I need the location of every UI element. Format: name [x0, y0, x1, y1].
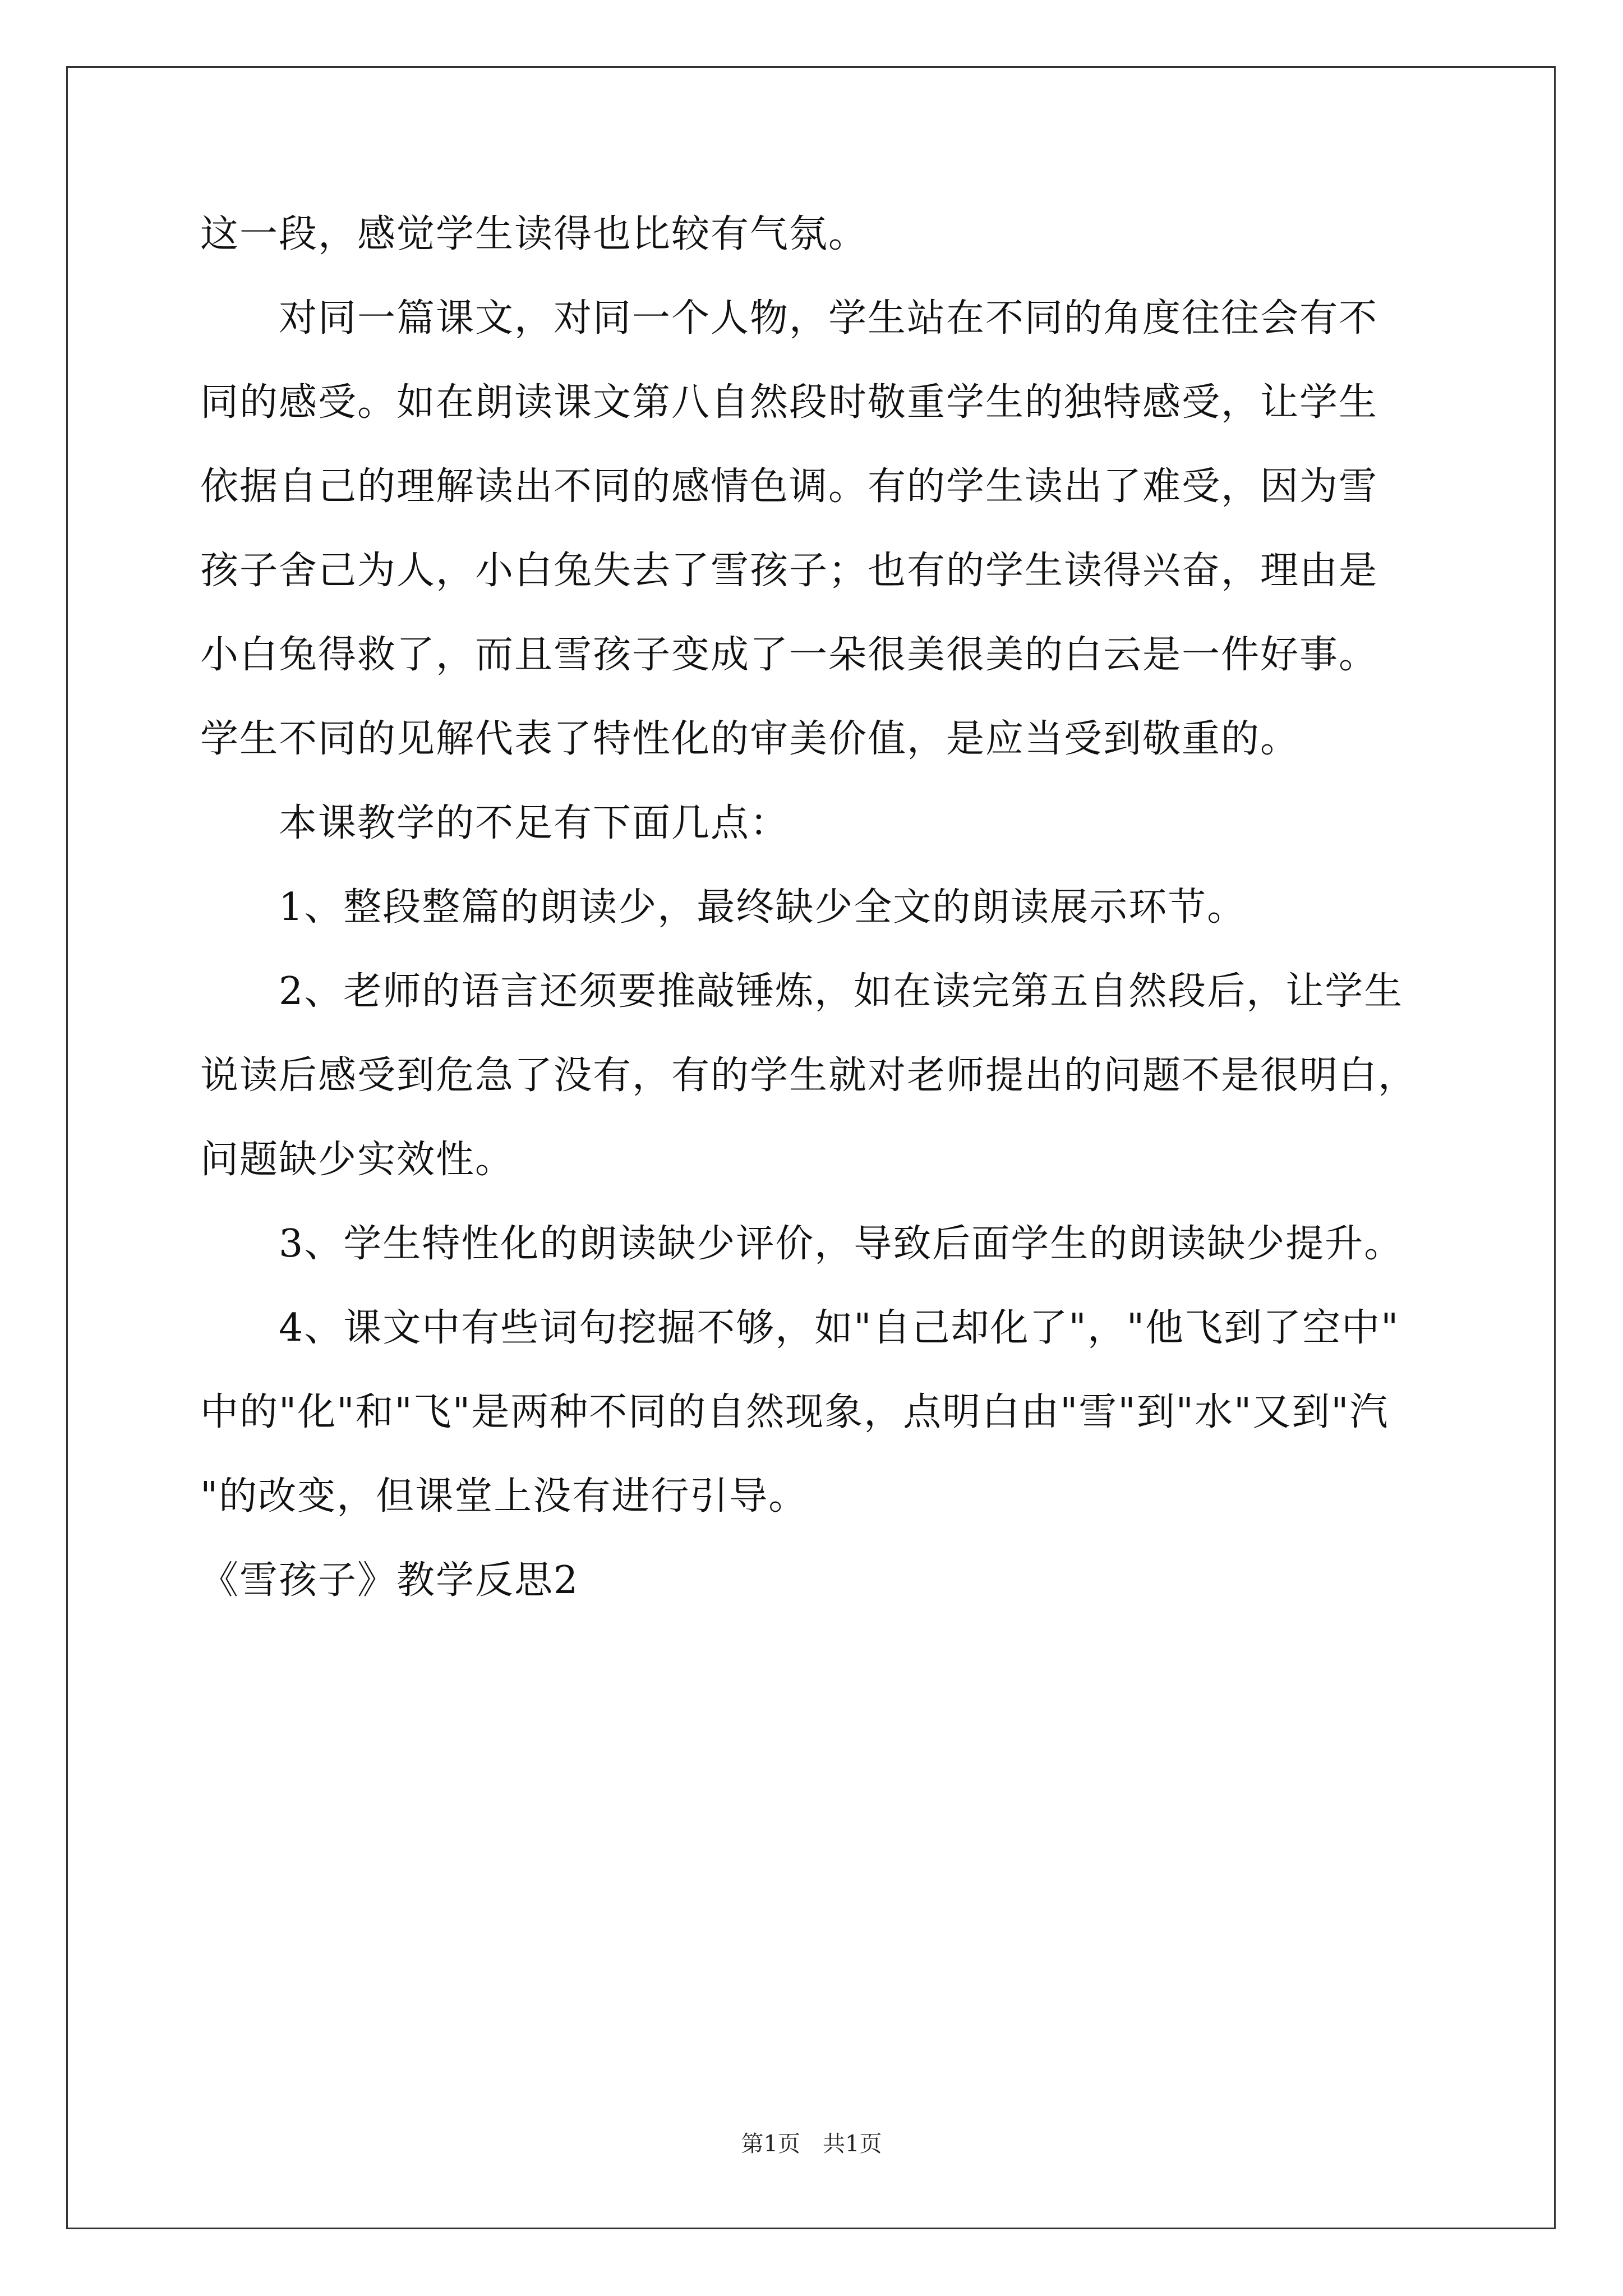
text-line-5: 孩子舍己为人，小白兔失去了雪孩子；也有的学生读得兴奋，理由是: [200, 549, 1378, 593]
text-line-3: 同的感受。如在朗读课文第八自然段时敬重学生的独特感受，让学生: [200, 380, 1378, 425]
page-footer: 第1页 共1页: [741, 2131, 882, 2157]
text-line-1: 这一段，感觉学生读得也比较有气氛。: [200, 212, 868, 256]
text-line-6: 小白兔得救了，而且雪孩子变成了一朵很美很美的白云是一件好事。: [200, 633, 1378, 677]
text-line-15: 中的"化"和"飞"是两种不同的自然现象，点明白由"雪"到"水"又到"汽: [200, 1390, 1389, 1434]
text-line-4: 依据自己的理解读出不同的感情色调。有的学生读出了难受，因为雪: [200, 464, 1378, 509]
text-line-2: 对同一篇课文，对同一个人物，学生站在不同的角度往往会有不: [279, 296, 1378, 341]
text-line-12: 问题缺少实效性。: [200, 1138, 515, 1182]
text-line-16: "的改变，但课堂上没有进行引导。: [200, 1474, 808, 1519]
list-item-3: 3、学生特性化的朗读缺少评价，导致后面学生的朗读缺少提升。: [279, 1222, 1404, 1266]
list-item-1: 1、整段整篇的朗读少，最终缺少全文的朗读展示环节。: [279, 885, 1247, 930]
list-item-4: 4、课文中有些词句挖掘不够，如"自己却化了"，"他飞到了空中": [279, 1306, 1400, 1350]
text-line-11: 说读后感受到危急了没有，有的学生就对老师提出的问题不是很明白，: [200, 1053, 1418, 1098]
text-line-8: 本课教学的不足有下面几点：: [279, 801, 790, 845]
text-line-7: 学生不同的见解代表了特性化的审美价值，是应当受到敬重的。: [200, 717, 1300, 761]
list-item-2: 2、老师的语言还须要推敲锤炼，如在读完第五自然段后，让学生: [279, 969, 1404, 1014]
section-title: 《雪孩子》教学反思2: [200, 1558, 579, 1603]
